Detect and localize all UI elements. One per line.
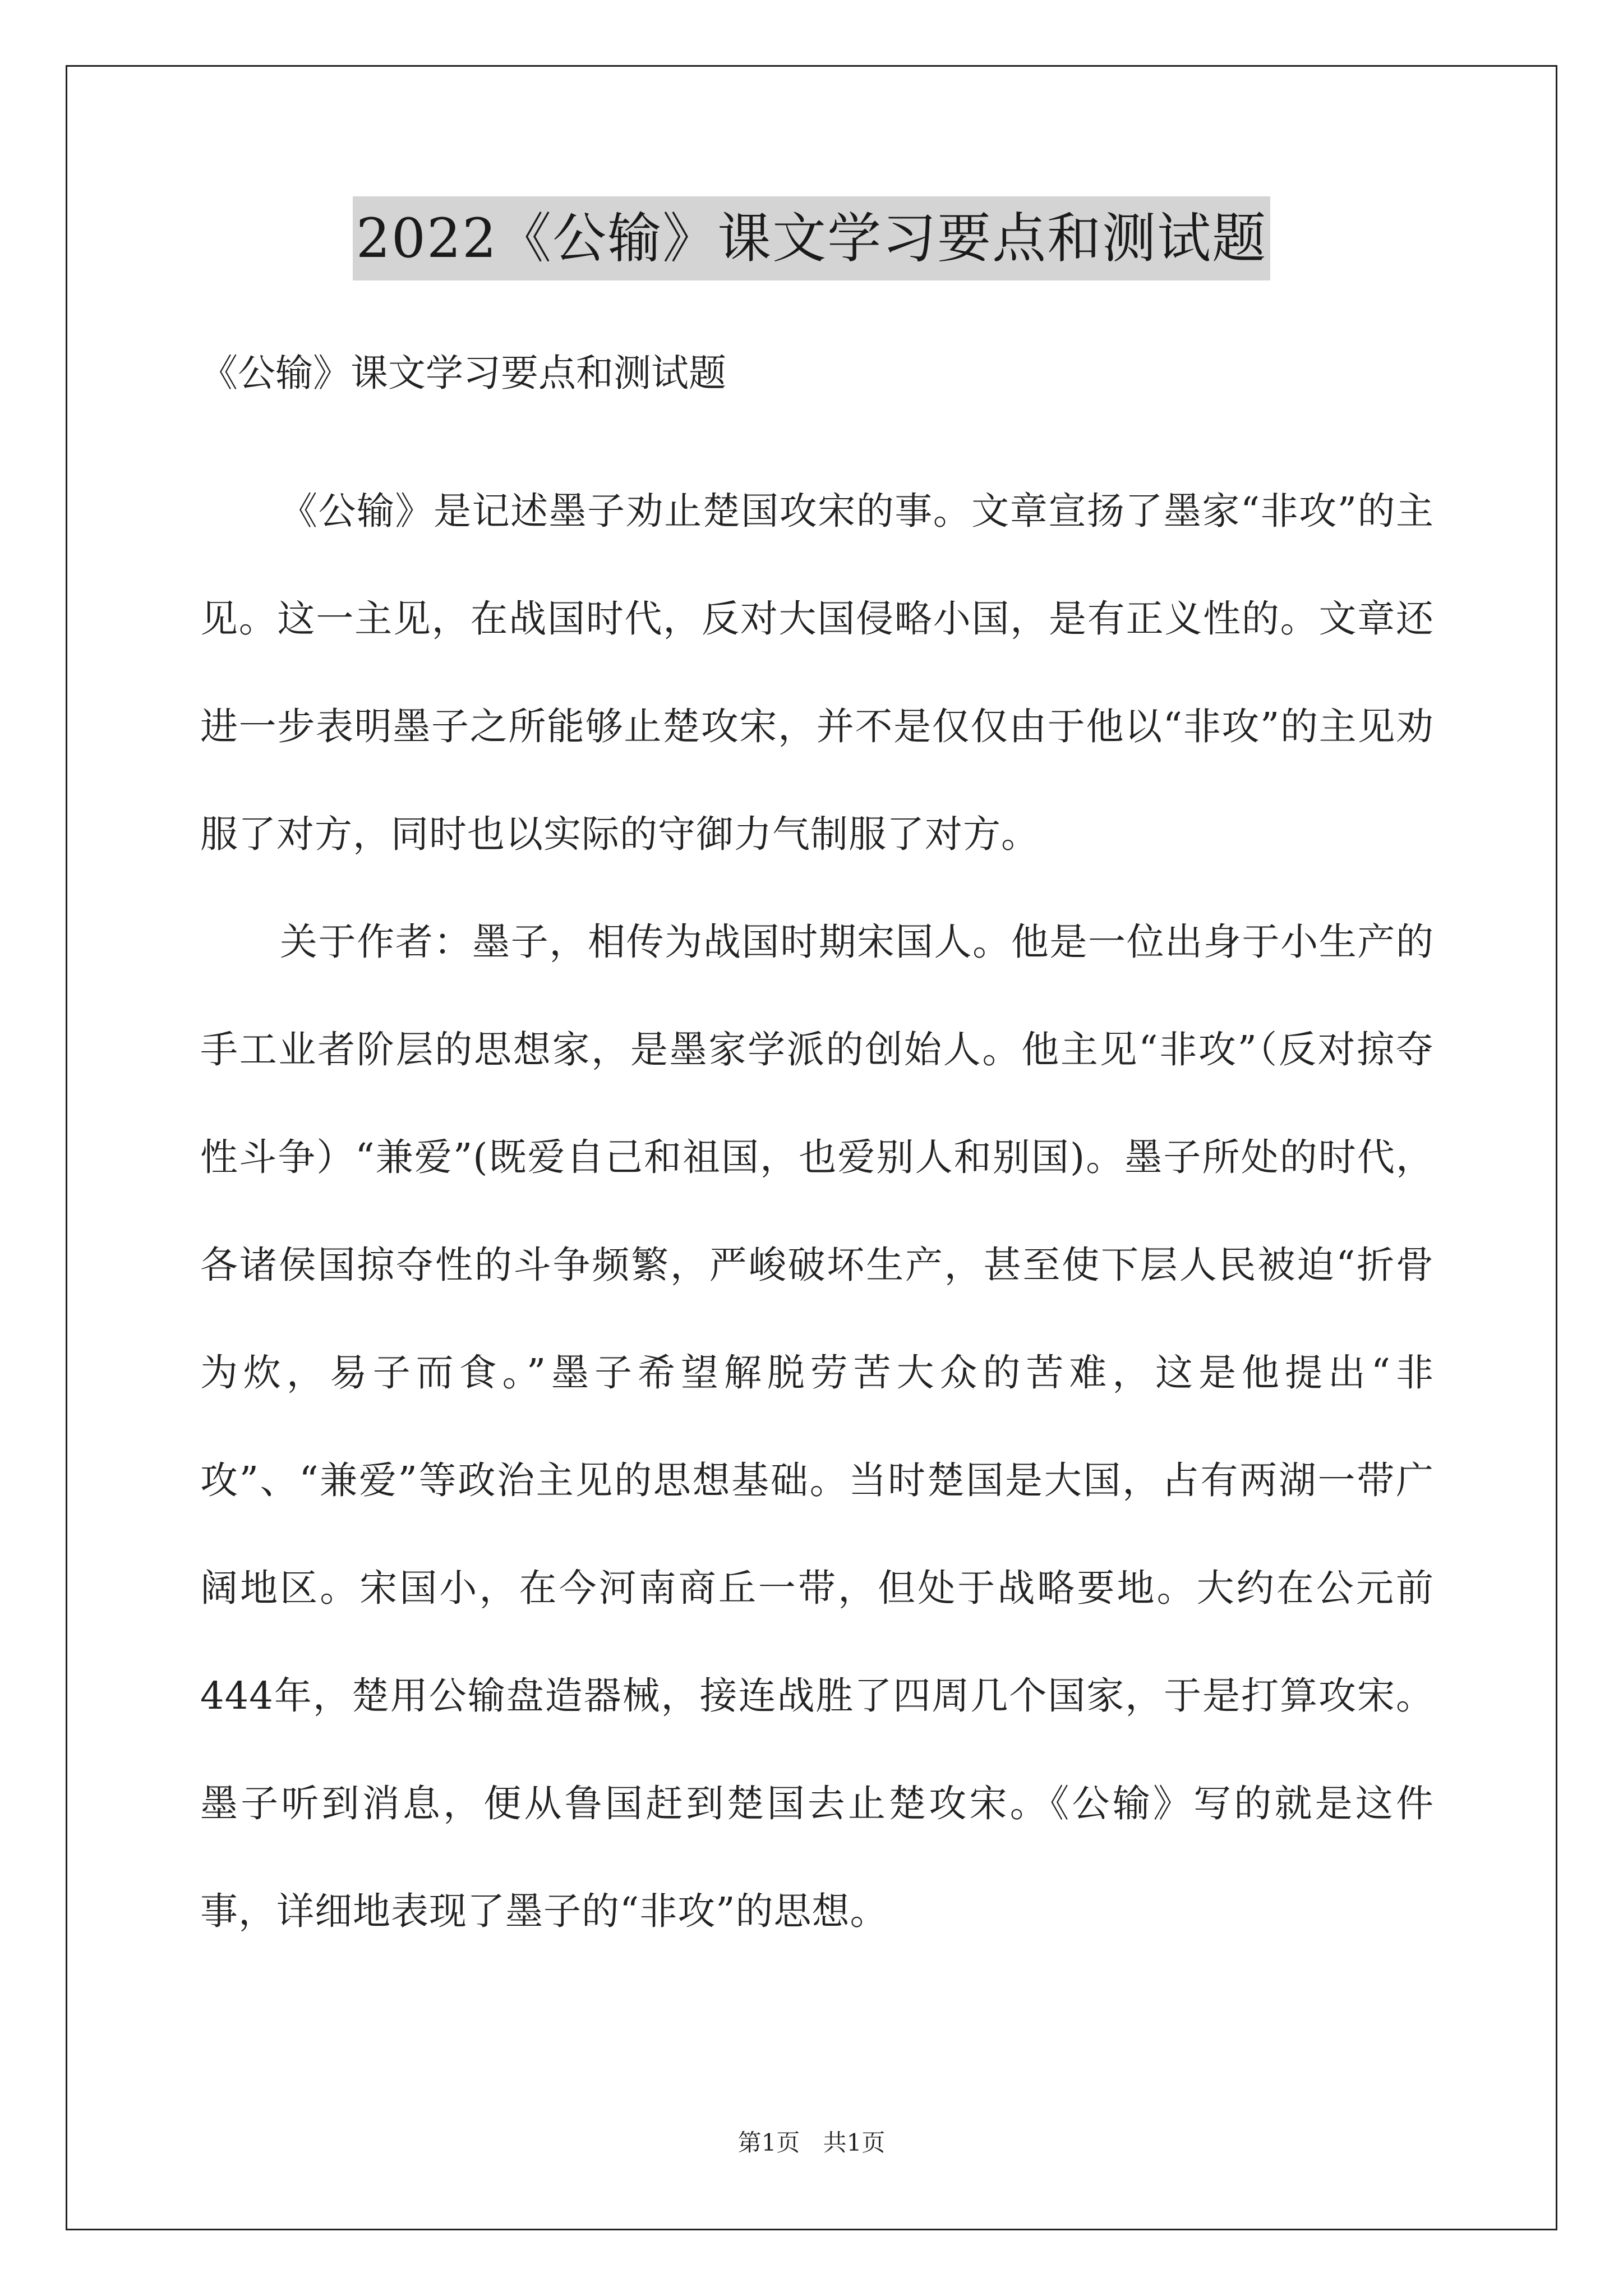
page-footer	[0, 2126, 1623, 2160]
title-container	[0, 196, 1623, 280]
page-total: 共1页	[823, 2129, 886, 2156]
document-title: 2022《公输》课文学习要点和测试题	[353, 196, 1270, 280]
paragraph-author: 关于作者：墨子，相传为战国时期宋国人。他是一位出身于小生产的手工业者阶层的思想家，是墨家学派的创始人。他主见“非攻”（反对掠夺性斗争）“兼爱”(既爱自己和祖国，也爱别人和别国)。墨子所处的时代，各诸侯国掠夺性的斗争频繁，严峻破坏生产，甚至使下层人民被迫“折骨为炊，易子而食。”墨子希望解脱劳苦大众的苦难，这是他提出“非攻”、“兼爱”等政治主见的思想基础。当时楚国是大国，占有两湖一带广阔地区。宋国小，在今河南商丘一带，但处于战略要地。大约在公元前444年，楚用公输盘造器械，接连战胜了四周几个国家，于是打算攻宋。墨子听到消息，便从鲁国赶到楚国去止楚攻宋。《公输》写的就是这件事，详细地表现了墨子的“非攻”的思想。	[200, 920, 1434, 1933]
paragraph-intro: 《公输》是记述墨子劝止楚国攻宋的事。文章宣扬了墨家“非攻”的主见。这一主见，在战国时代，反对大国侵略小国，是有正义性的。文章还进一步表明墨子之所能够止楚攻宋，并不是仅仅由于他以“非攻”的主见劝服了对方，同时也以实际的守御力气制服了对方。	[200, 489, 1434, 856]
document-body	[200, 457, 1434, 1965]
page-number: 第1页	[737, 2129, 800, 2156]
document-subtitle: 《公输》课文学习要点和测试题	[200, 351, 726, 395]
